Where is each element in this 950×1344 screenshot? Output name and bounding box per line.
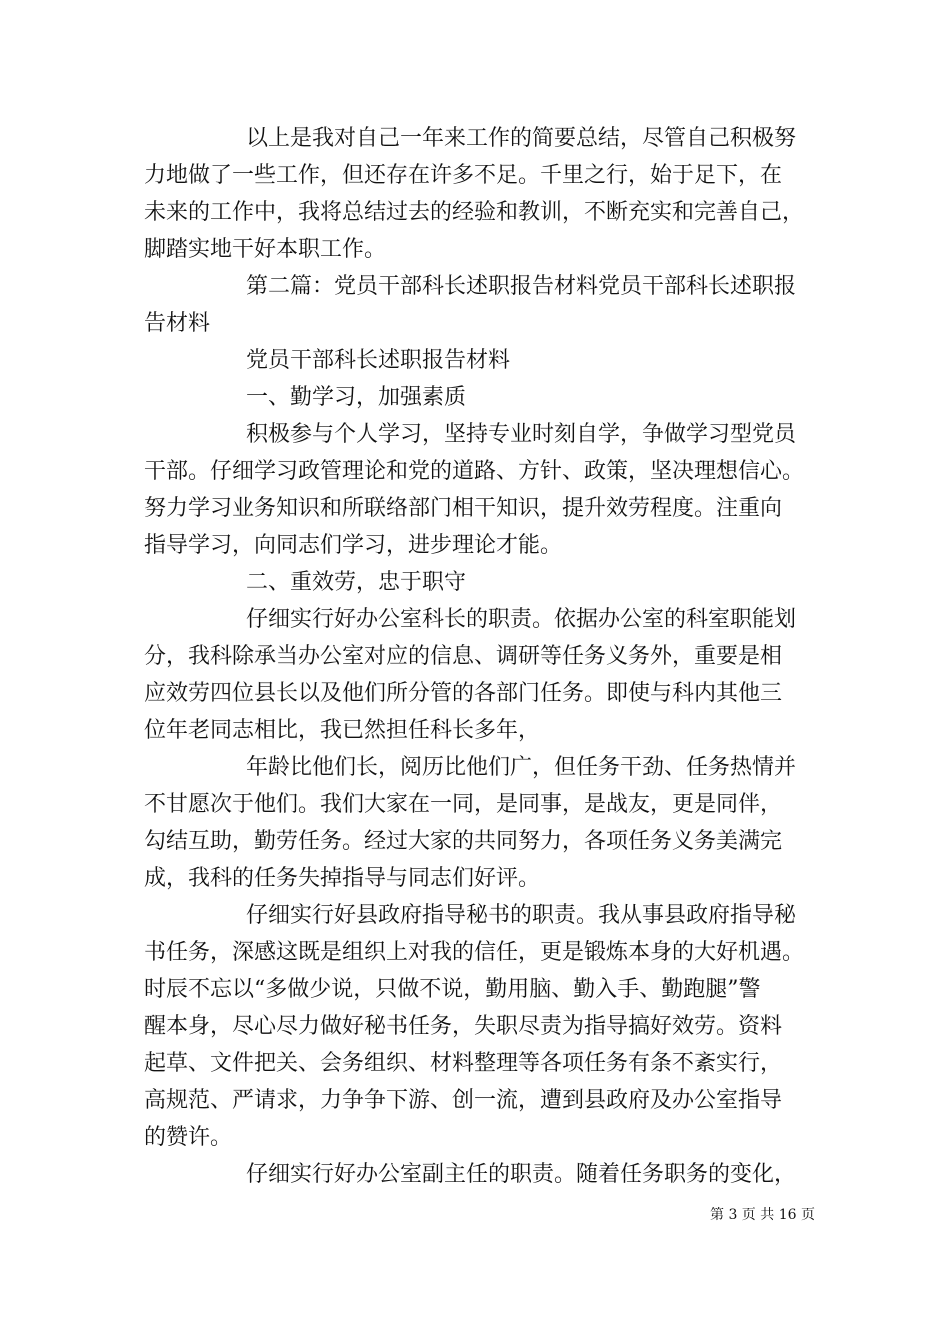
text-line: 书任务，深感这既是组织上对我的信任，更是锻炼本身的大好机遇。 — [144, 940, 805, 965]
text-line: 醒本身，尽心尽力做好秘书任务，失职尽责为指导搞好效劳。资料 — [144, 1014, 783, 1039]
text-line: 仔细实行好办公室科长的职责。依据办公室的科室职能划 — [246, 607, 797, 632]
text-line: 未来的工作中，我将总结过去的经验和教训，不断充实和完善自己， — [144, 200, 805, 225]
text-line: 不甘愿次于他们。我们大家在一同，是同事，是战友，更是同伴， — [144, 792, 783, 817]
text-line: 指导学习，向同志们学习，进步理论才能。 — [144, 533, 563, 558]
page-number-footer: 第 3 页 共 16 页 — [710, 1207, 815, 1223]
document-title-line: 党员干部科长述职报告材料 — [246, 348, 511, 373]
section-heading-line: 第二篇：党员干部科长述职报告材料党员干部科长述职报 — [246, 274, 797, 299]
text-line: 干部。仔细学习政管理论和党的道路、方针、政策，坚决理想信心。 — [144, 459, 805, 484]
text-line: 脚踏实地干好本职工作。 — [144, 237, 387, 262]
text-line: 高规范、严请求，力争争下游、创一流，遭到县政府及办公室指导 — [144, 1088, 783, 1113]
text-line: 年龄比他们长，阅历比他们广，但任务干劲、任务热情并 — [246, 755, 797, 780]
text-line: 以上是我对自己一年来工作的简要总结，尽管自己积极努 — [246, 126, 797, 151]
text-line: 力地做了一些工作，但还存在许多不足。千里之行，始于足下，在 — [144, 163, 783, 188]
text-line: 分，我科除承当办公室对应的信息、调研等任务义务外，重要是相 — [144, 644, 783, 669]
text-line: 仔细实行好办公室副主任的职责。随着任务职务的变化， — [246, 1162, 797, 1187]
text-line: 的赞许。 — [144, 1125, 233, 1150]
text-line: 积极参与个人学习，坚持专业时刻自学，争做学习型党员 — [246, 422, 797, 447]
text-line: 仔细实行好县政府指导秘书的职责。我从事县政府指导秘 — [246, 903, 797, 928]
text-line: 应效劳四位县长以及他们所分管的各部门任务。即使与科内其他三 — [144, 681, 783, 706]
text-line: 位年老同志相比，我已然担任科长多年， — [144, 718, 541, 743]
text-line: 努力学习业务知识和所联络部门相干知识，提升效劳程度。注重向 — [144, 496, 783, 521]
text-line: 成，我科的任务失掉指导与同志们好评。 — [144, 866, 541, 891]
subheading-line: 一、勤学习，加强素质 — [246, 385, 467, 410]
text-line: 勾结互助，勤劳任务。经过大家的共同努力，各项任务义务美满完 — [144, 829, 783, 854]
section-heading-line: 告材料 — [144, 311, 211, 336]
text-line: 时辰不忘以“多做少说，只做不说，勤用脑、勤入手、勤跑腿”警 — [144, 977, 761, 1002]
subheading-line: 二、重效劳，忠于职守 — [246, 570, 467, 595]
text-line: 起草、文件把关、会务组织、材料整理等各项任务有条不紊实行， — [144, 1051, 783, 1076]
